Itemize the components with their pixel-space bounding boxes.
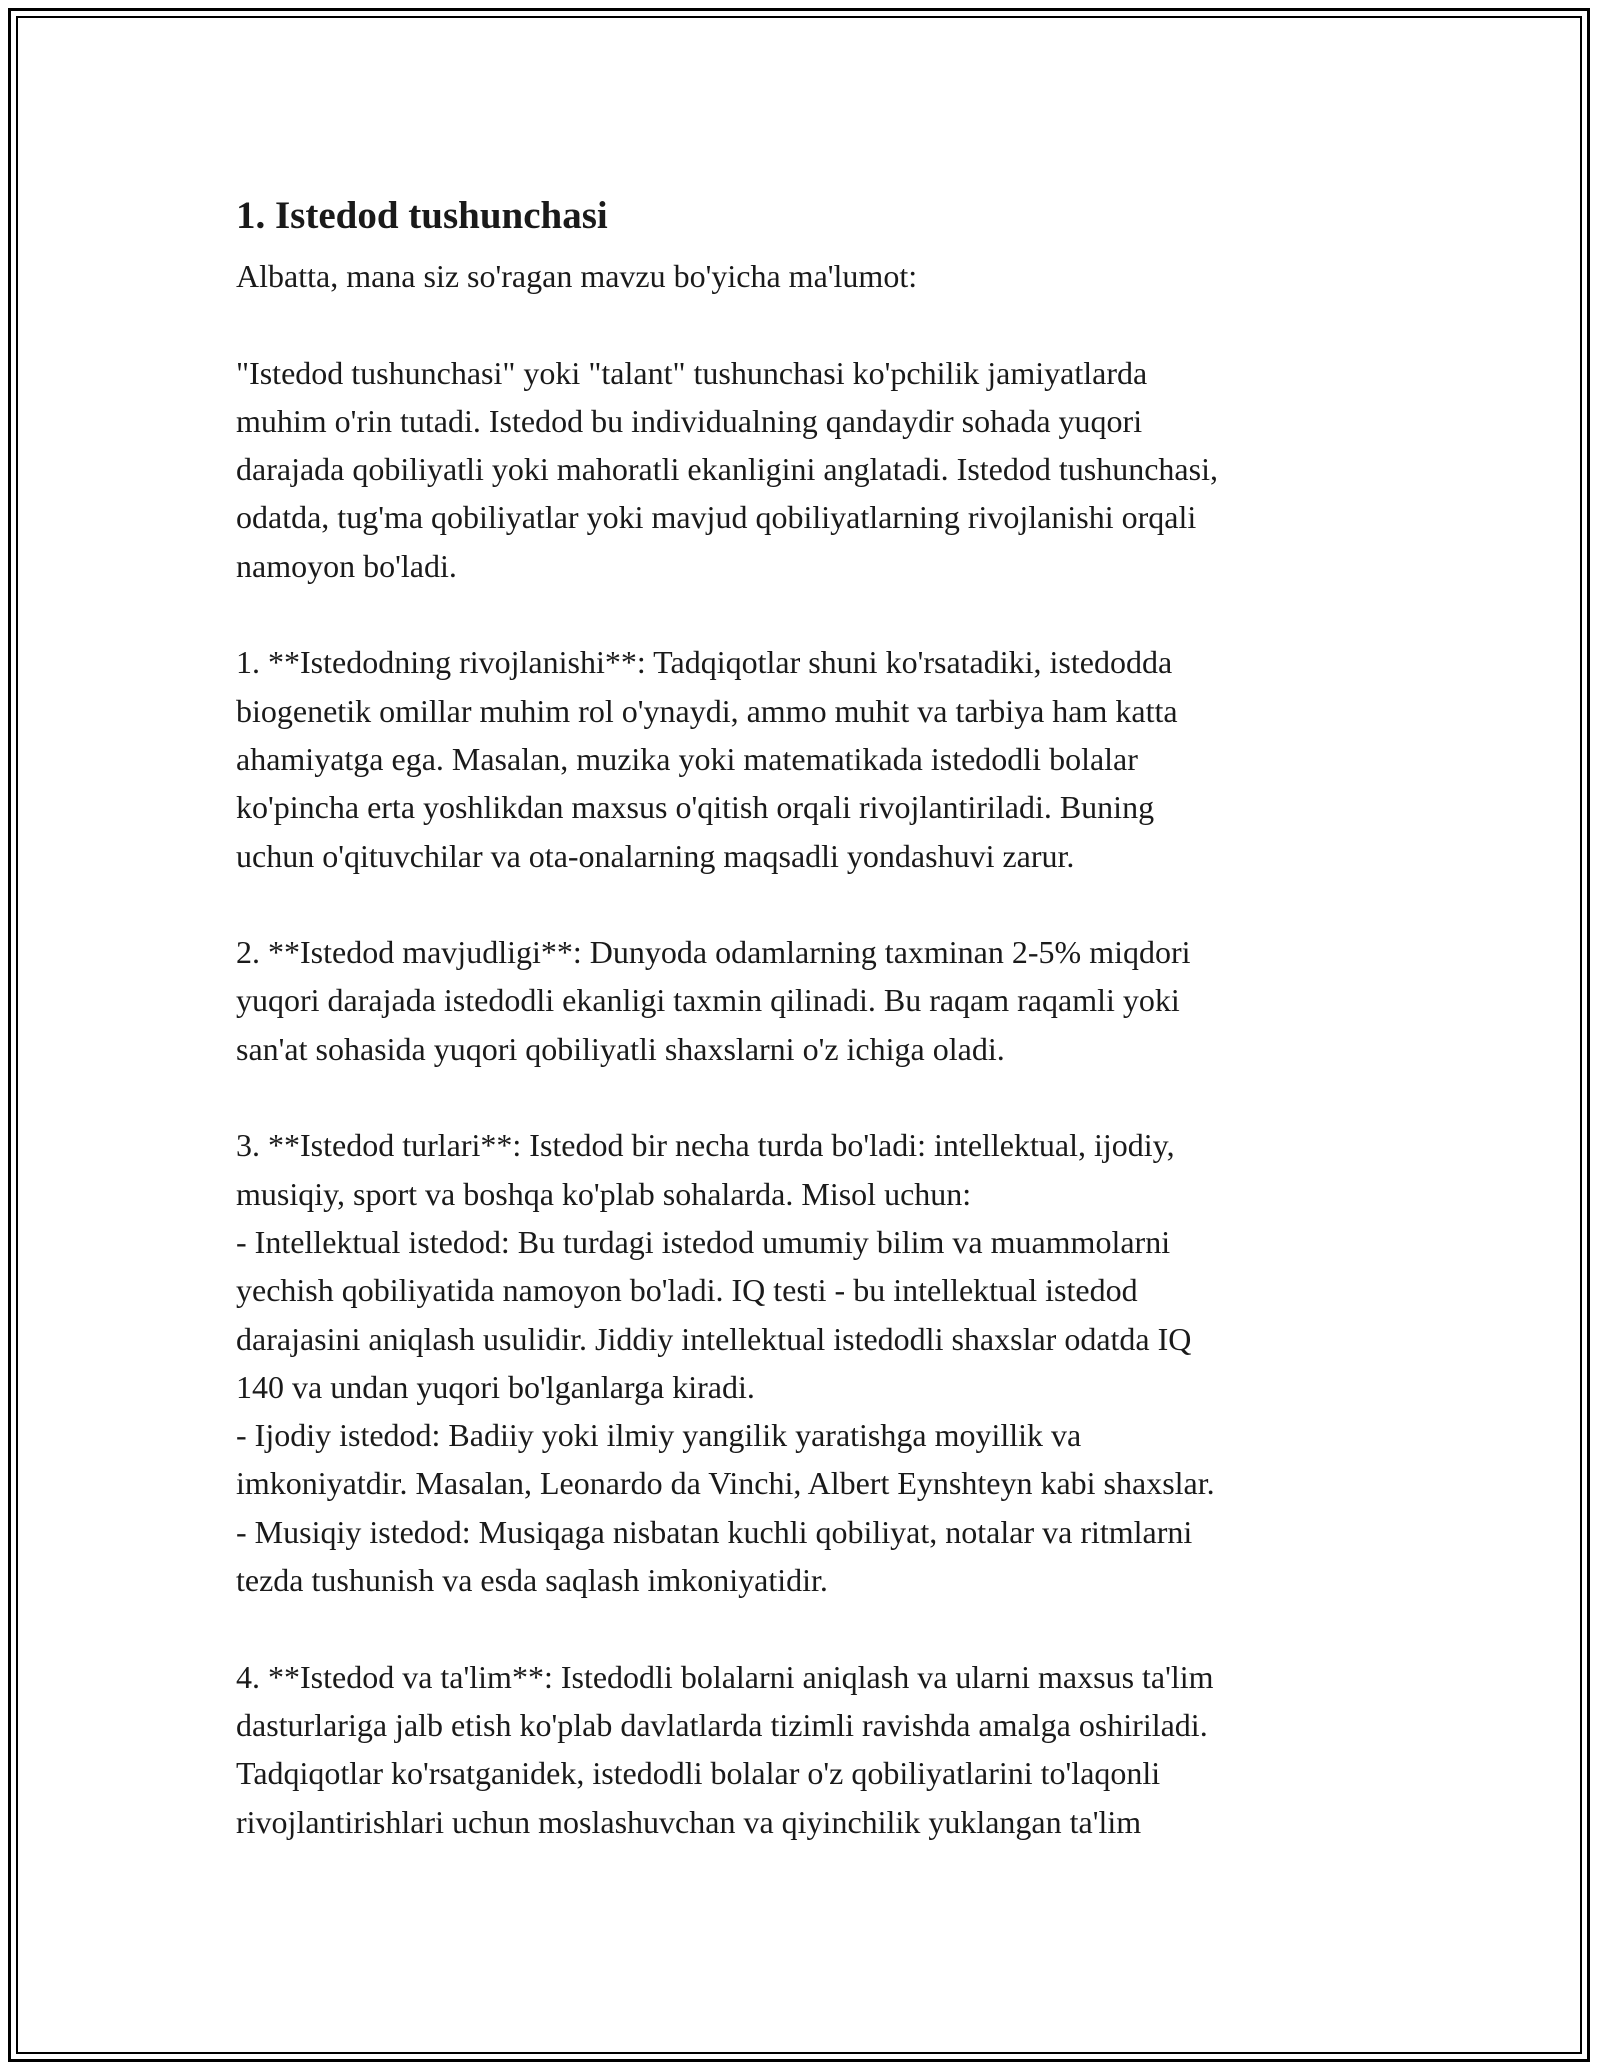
- definition-paragraph: "Istedod tushunchasi" yoki "talant" tushunchasi ko'pchilik jamiyatlarda muhim o'rin tutadi. Istedod bu individualning qandaydir sohada yuqori darajada qobiliyatli yoki mahoratli ekanligini anglatadi. Istedod tushunchasi, odatda, tug'ma qobiliyatlar yoki mavjud qobiliyatlarning rivojlanishi orqali namoyon bo'ladi.: [236, 354, 1218, 584]
- point-3-paragraph: 3. **Istedod turlari**: Istedod bir necha turda bo'ladi: intellektual, ijodiy, musiqiy, sport va boshqa ko'plab sohalarda. Misol uchun: - Intellektual istedod: Bu turdagi istedod umumiy bilim va muammolarni yechish qobiliyatida namoyon bo'ladi. IQ testi - bu intellektual istedod darajasini aniqlash usulidir. Jiddiy intellektual istedodli shaxslar odatda IQ 140 va undan yuqori bo'lganlarga kiradi. - Ijodiy istedod: Badiiy yoki ilmiy yangilik yaratishga moyillik va imkoniyatdir. Masalan, Leonardo da Vinchi, Albert Eynshteyn kabi shaxslar. - Musiqiy istedod: Musiqaga nisbatan kuchli qobiliyat, notalar va ritmlarni tezda tushunish va esda saqlash imkoniyatidir.: [236, 1127, 1215, 1599]
- point-1-paragraph: 1. **Istedodning rivojlanishi**: Tadqiqotlar shuni ko'rsatadiki, istedodda biogenetik omillar muhim rol o'ynaydi, ammo muhit va tarbiya ham katta ahamiyatga ega. Masalan, muzika yoki matematikada istedodli bolalar ko'pincha erta yoshlikdan maxsus o'qitish orqali rivojlantiriladi. Buning uchun o'qituvchilar va ota-onalarning maqsadli yondashuvi zarur.: [236, 644, 1178, 874]
- paragraph-spacer: [236, 590, 1396, 638]
- paragraph-spacer: [236, 300, 1396, 348]
- paragraph-spacer: [236, 1604, 1396, 1652]
- section-heading: 1. Istedod tushunchasi: [236, 194, 608, 237]
- paragraph-spacer: [236, 880, 1396, 928]
- point-4-paragraph: 4. **Istedod va ta'lim**: Istedodli bolalarni aniqlash va ularni maxsus ta'lim dasturlariga jalb etish ko'plab davlatlarda tizimli ravishda amalga oshiriladi. Tadqiqotlar ko'rsatganidek, istedodli bolalar o'z qobiliyatlarini to'laqonli rivojlantirishlari uchun moslashuvchan va qiyinchilik yuklangan ta'lim: [236, 1658, 1214, 1840]
- point-2-paragraph: 2. **Istedod mavjudligi**: Dunyoda odamlarning taxminan 2-5% miqdori yuqori darajada istedodli ekanligi taxmin qilinadi. Bu raqam raqamli yoki san'at sohasida yuqori qobiliyatli shaxslarni o'z ichiga oladi.: [236, 934, 1191, 1067]
- paragraph-spacer: [236, 1073, 1396, 1121]
- document-body: [236, 180, 1396, 1846]
- intro-paragraph: Albatta, mana siz so'ragan mavzu bo'yicha ma'lumot:: [236, 258, 918, 294]
